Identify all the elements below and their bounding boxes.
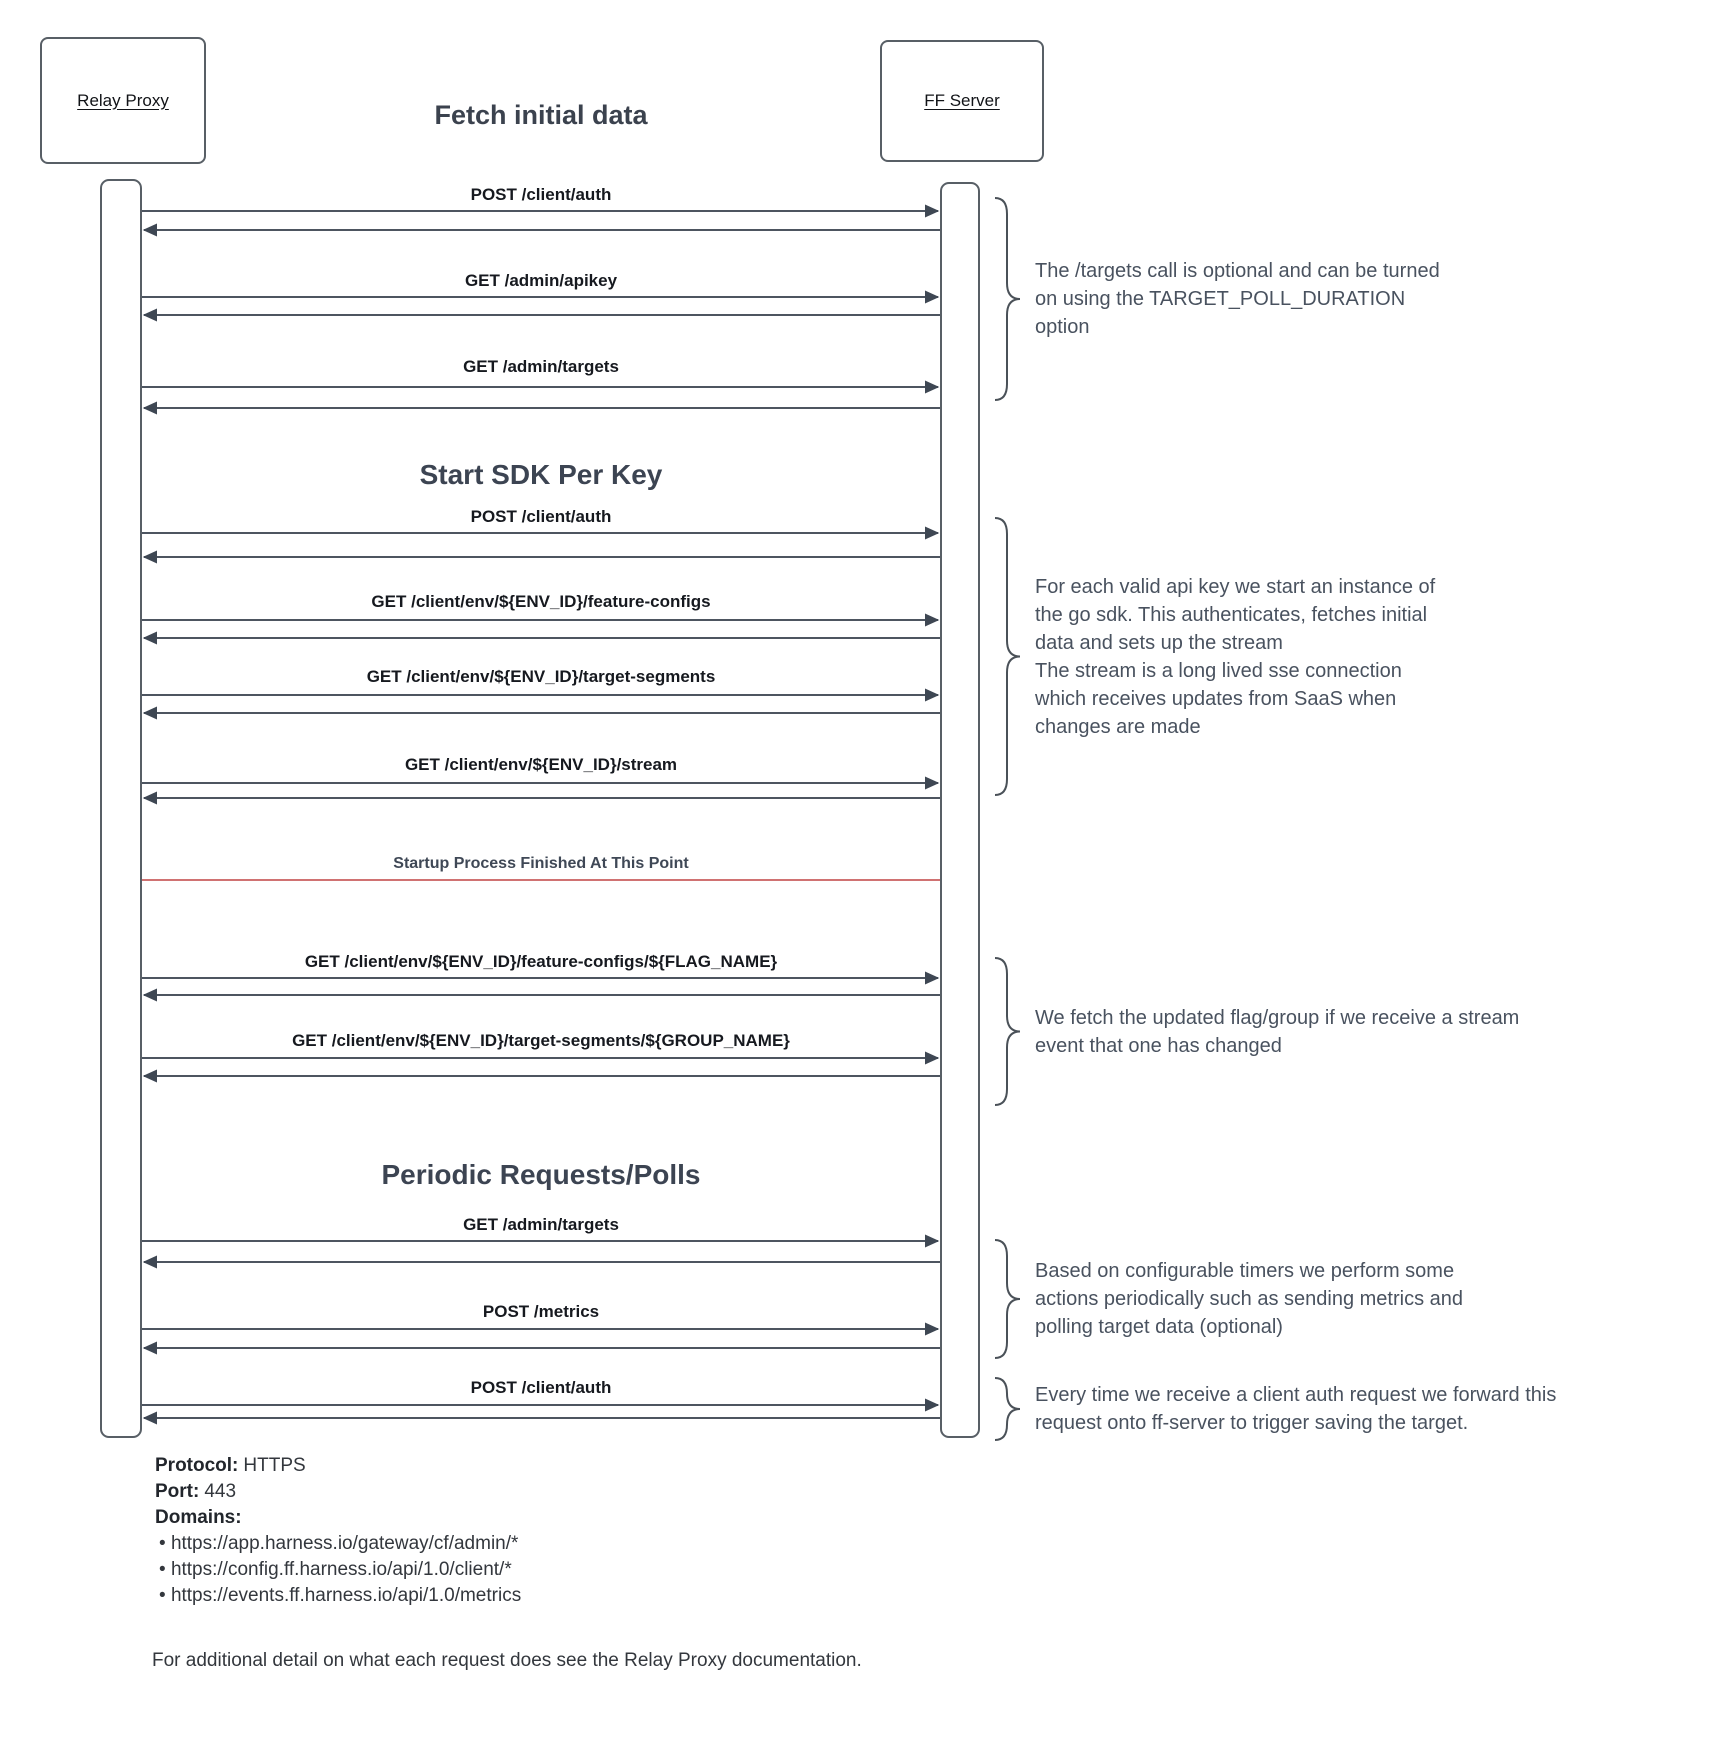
footer-note: For additional detail on what each request does see the Relay Proxy documentation. bbox=[152, 1650, 862, 1671]
annotation-text bbox=[1035, 257, 1635, 341]
annotation-line: We fetch the updated flag/group if we receive a stream bbox=[1035, 1006, 1520, 1029]
relay-proxy-actor-label: Relay Proxy bbox=[77, 90, 169, 110]
section-header: Periodic Requests/Polls bbox=[381, 1159, 701, 1190]
annotation-brace bbox=[995, 1378, 1020, 1440]
domain-item: • https://config.ff.harness.io/api/1.0/client/* bbox=[159, 1557, 521, 1583]
annotation-line: option bbox=[1035, 316, 1090, 338]
domain-item: • https://app.harness.io/gateway/cf/admin/* bbox=[159, 1531, 521, 1557]
domains-list bbox=[155, 1531, 521, 1609]
annotation-line: Based on configurable timers we perform some bbox=[1035, 1260, 1455, 1282]
annotation-line: For each valid api key we start an instance of bbox=[1035, 575, 1436, 598]
message-label: POST /client/auth bbox=[470, 507, 612, 526]
annotation-line: changes are made bbox=[1035, 715, 1201, 738]
annotation-line: on using the TARGET_POLL_DURATION bbox=[1035, 288, 1406, 310]
message-label: GET /admin/targets bbox=[463, 357, 619, 376]
annotation-text bbox=[1035, 1381, 1635, 1437]
annotation-text bbox=[1035, 1257, 1635, 1341]
annotation-brace bbox=[995, 518, 1020, 795]
annotation-text bbox=[1035, 1004, 1635, 1060]
annotation-line: polling target data (optional) bbox=[1035, 1316, 1283, 1338]
annotation-line: event that one has changed bbox=[1035, 1034, 1282, 1057]
message-label: GET /admin/targets bbox=[463, 1215, 619, 1234]
annotation-brace bbox=[995, 1240, 1020, 1358]
annotation-brace bbox=[995, 958, 1020, 1105]
annotation-line: Every time we receive a client auth request we forward this bbox=[1035, 1384, 1557, 1406]
port-label: Port: bbox=[155, 1481, 200, 1502]
ff-server-lifeline bbox=[940, 182, 980, 1438]
annotation-line: The /targets call is optional and can be turned bbox=[1035, 260, 1440, 282]
message-label: GET /client/env/${ENV_ID}/stream bbox=[404, 755, 678, 774]
annotation-brace bbox=[995, 198, 1020, 400]
annotation-line: data and sets up the stream bbox=[1035, 631, 1283, 654]
message-label: POST /client/auth bbox=[470, 185, 612, 204]
protocol-row bbox=[155, 1453, 521, 1479]
annotation-line: request onto ff-server to trigger saving the target. bbox=[1035, 1412, 1469, 1434]
message-label: GET /client/env/${ENV_ID}/target-segments bbox=[366, 667, 716, 686]
protocol-value: HTTPS bbox=[243, 1455, 306, 1476]
message-label: POST /client/auth bbox=[470, 1378, 612, 1397]
port-row bbox=[155, 1479, 521, 1505]
diagram-title: Fetch initial data bbox=[434, 100, 648, 130]
message-label: GET /admin/apikey bbox=[464, 271, 618, 290]
annotation-text bbox=[1035, 573, 1635, 741]
annotation-line: The stream is a long lived sse connection bbox=[1035, 659, 1402, 682]
message-label: GET /client/env/${ENV_ID}/feature-configs/${FLAG_NAME} bbox=[304, 952, 778, 971]
domains-row bbox=[155, 1505, 521, 1531]
protocol-label: Protocol: bbox=[155, 1455, 239, 1476]
message-label: GET /client/env/${ENV_ID}/feature-configs bbox=[371, 592, 711, 611]
startup-separator-label: Startup Process Finished At This Point bbox=[393, 855, 689, 872]
domain-item: • https://events.ff.harness.io/api/1.0/metrics bbox=[159, 1583, 521, 1609]
annotation-line: the go sdk. This authenticates, fetches initial bbox=[1035, 603, 1428, 626]
relay-proxy-lifeline bbox=[100, 179, 142, 1438]
annotation-line: actions periodically such as sending metrics and bbox=[1035, 1288, 1463, 1310]
section-header: Start SDK Per Key bbox=[419, 459, 663, 490]
domains-label: Domains: bbox=[155, 1507, 242, 1528]
message-label: POST /metrics bbox=[482, 1302, 600, 1321]
footer bbox=[155, 1453, 521, 1609]
message-label: GET /client/env/${ENV_ID}/target-segments/${GROUP_NAME} bbox=[292, 1031, 790, 1050]
annotation-line: which receives updates from SaaS when bbox=[1035, 687, 1397, 710]
port-value: 443 bbox=[204, 1481, 237, 1502]
ff-server-actor-label: FF Server bbox=[924, 91, 1000, 110]
